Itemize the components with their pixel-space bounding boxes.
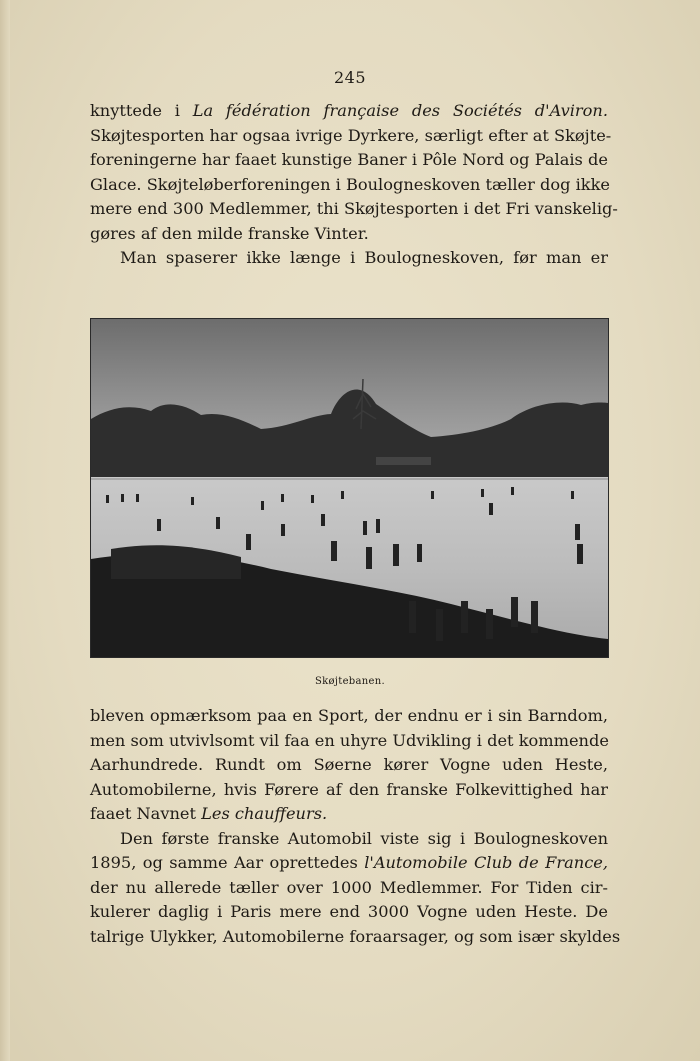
text-line	[90, 778, 608, 803]
text-line	[90, 827, 608, 852]
text-line	[90, 222, 608, 247]
text-line	[90, 99, 608, 124]
text-run: der nu allerede tæller over 1000 Medlemmer. For Tiden cir-	[90, 877, 608, 897]
figure-caption: Skøjtebanen.	[315, 676, 385, 687]
text-line	[90, 173, 611, 198]
text-run: kulerer daglig i Paris mere end 3000 Vogne uden Heste. De	[90, 902, 608, 921]
text-line	[90, 124, 612, 149]
bottom-paragraph	[90, 704, 621, 949]
text-line	[90, 802, 608, 827]
text-line	[90, 148, 608, 173]
text-line	[90, 851, 608, 876]
text-run: Glace. Skøjteløberforeningen i Boulogneskoven tæller dog ikke	[90, 174, 611, 194]
text-line	[90, 876, 608, 901]
page-number: 245	[333, 68, 367, 87]
text-line	[90, 925, 621, 950]
skating-photograph	[90, 318, 609, 658]
italic-text: l'Automobile Club de France,	[364, 853, 608, 872]
text-line	[90, 246, 608, 271]
text-line	[90, 753, 608, 778]
text-run: Aarhundrede. Rundt om Søerne kører Vogne uden Heste,	[90, 755, 608, 774]
text-line	[90, 197, 618, 222]
text-run: men som utvivlsomt vil faa en uhyre Udvikling i det kommende	[90, 730, 609, 750]
text-run: Skøjtesporten har ogsaa ivrige Dyrkere, særligt efter at Skøjte-	[90, 125, 612, 145]
text-run: gøres af den milde franske Vinter.	[90, 223, 369, 243]
photo-illustration	[91, 319, 608, 657]
text-run: foreningerne har faaet kunstige Baner i Pôle Nord og Palais de	[90, 150, 608, 169]
text-line	[90, 729, 608, 754]
text-line	[90, 900, 608, 925]
text-run: mere end 300 Medlemmer, thi Skøjtesporten i det Fri vanskelig-	[90, 199, 618, 218]
text-run: 1895, og samme Aar oprettedes	[90, 853, 365, 872]
bridge	[376, 457, 431, 465]
text-run: Man spaserer ikke længe i Boulogneskoven, før man er	[120, 248, 608, 267]
text-line	[90, 704, 608, 729]
text-run: faaet Navnet	[90, 804, 202, 823]
page-binding-edge	[0, 0, 10, 1061]
text-run: bleven opmærksom paa en Sport, der endnu er i sin Barndom,	[90, 706, 608, 725]
text-run: talrige Ulykker, Automobilerne foraarsager, og som især skyldes	[90, 926, 621, 946]
top-paragraph	[90, 99, 618, 271]
text-run: Automobilerne, hvis Førere af den franske Folkevittighed har	[90, 779, 608, 799]
text-run: Den første franske Automobil viste sig i Boulogneskoven	[120, 828, 608, 848]
italic-text: Les chauffeurs.	[201, 804, 328, 823]
text-run: knyttede i	[90, 101, 193, 120]
italic-text: La fédération française des Sociétés d'Aviron.	[192, 101, 608, 120]
